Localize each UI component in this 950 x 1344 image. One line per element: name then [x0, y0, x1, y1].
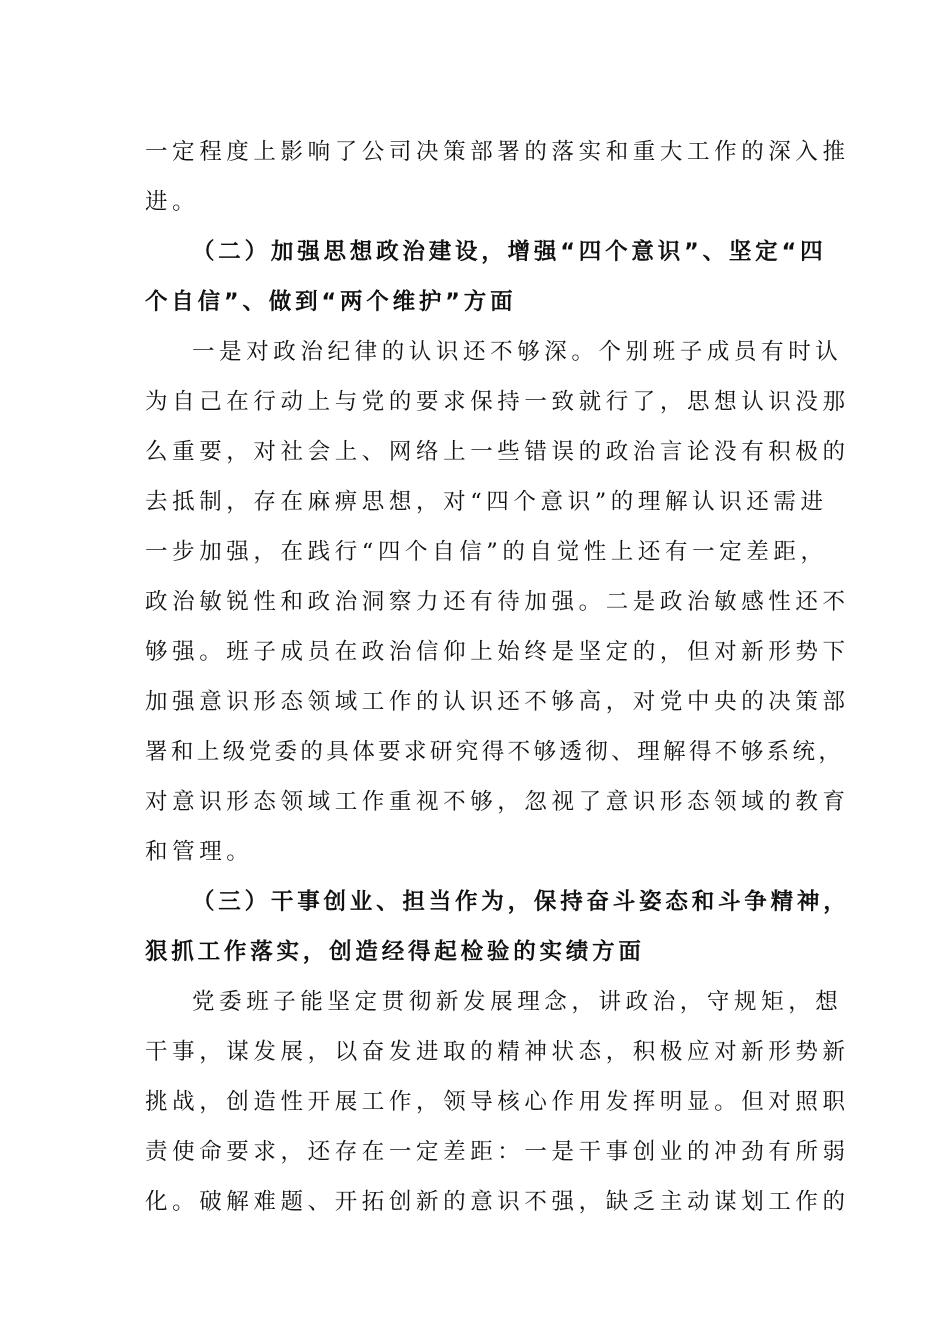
section-heading-line: 个自信”、做到“两个维护”方面 — [145, 289, 517, 315]
paragraph-line: 化。破解难题、开拓创新的意识不强，缺乏主动谋划工作的 — [145, 1189, 850, 1215]
paragraph-line: 够强。班子成员在政治信仰上始终是坚定的，但对新形势下 — [145, 639, 850, 665]
paragraph-line: 和管理。 — [145, 839, 254, 865]
paragraph-line: 党委班子能坚定贯彻新发展理念，讲政治，守规矩，想 — [192, 989, 843, 1015]
paragraph-line: 加强意识形态领域工作的认识还不够高，对党中央的决策部 — [145, 689, 850, 715]
section-heading-line: （三）干事创业、担当作为，保持奋斗姿态和斗争精神， — [192, 889, 850, 915]
paragraph-line: 挑战，创造性开展工作，领导核心作用发挥明显。但对照职 — [145, 1089, 850, 1115]
paragraph-line: 为自己在行动上与党的要求保持一致就行了，思想认识没那 — [145, 389, 850, 415]
paragraph-line: 一步加强，在践行“四个自信”的自觉性上还有一定差距， — [145, 539, 828, 565]
paragraph-line: 进。 — [145, 189, 200, 215]
paragraph-line: 么重要，对社会上、网络上一些错误的政治言论没有积极的 — [145, 439, 850, 465]
paragraph-line: 责使命要求，还存在一定差距：一是干事创业的冲劲有所弱 — [145, 1139, 850, 1165]
paragraph-line: 对意识形态领域工作重视不够，忽视了意识形态领域的教育 — [145, 789, 850, 815]
section-heading-line: （二）加强思想政治建设，增强“四个意识”、坚定“四 — [192, 239, 827, 265]
paragraph-line: 署和上级党委的具体要求研究得不够透彻、理解得不够系统， — [145, 739, 845, 765]
paragraph-line: 干事，谋发展，以奋发进取的精神状态，积极应对新形势新 — [145, 1039, 850, 1065]
paragraph-line: 一是对政治纪律的认识还不够深。个别班子成员有时认 — [192, 339, 843, 365]
section-heading-line: 狠抓工作落实，创造经得起检验的实绩方面 — [145, 939, 645, 965]
paragraph-line: 政治敏锐性和政治洞察力还有待加强。二是政治敏感性还不 — [145, 589, 850, 615]
paragraph-line: 去抵制，存在麻痹思想，对“四个意识”的理解认识还需进 — [145, 489, 828, 515]
paragraph-line: 一定程度上影响了公司决策部署的落实和重大工作的深入推 — [145, 139, 850, 165]
